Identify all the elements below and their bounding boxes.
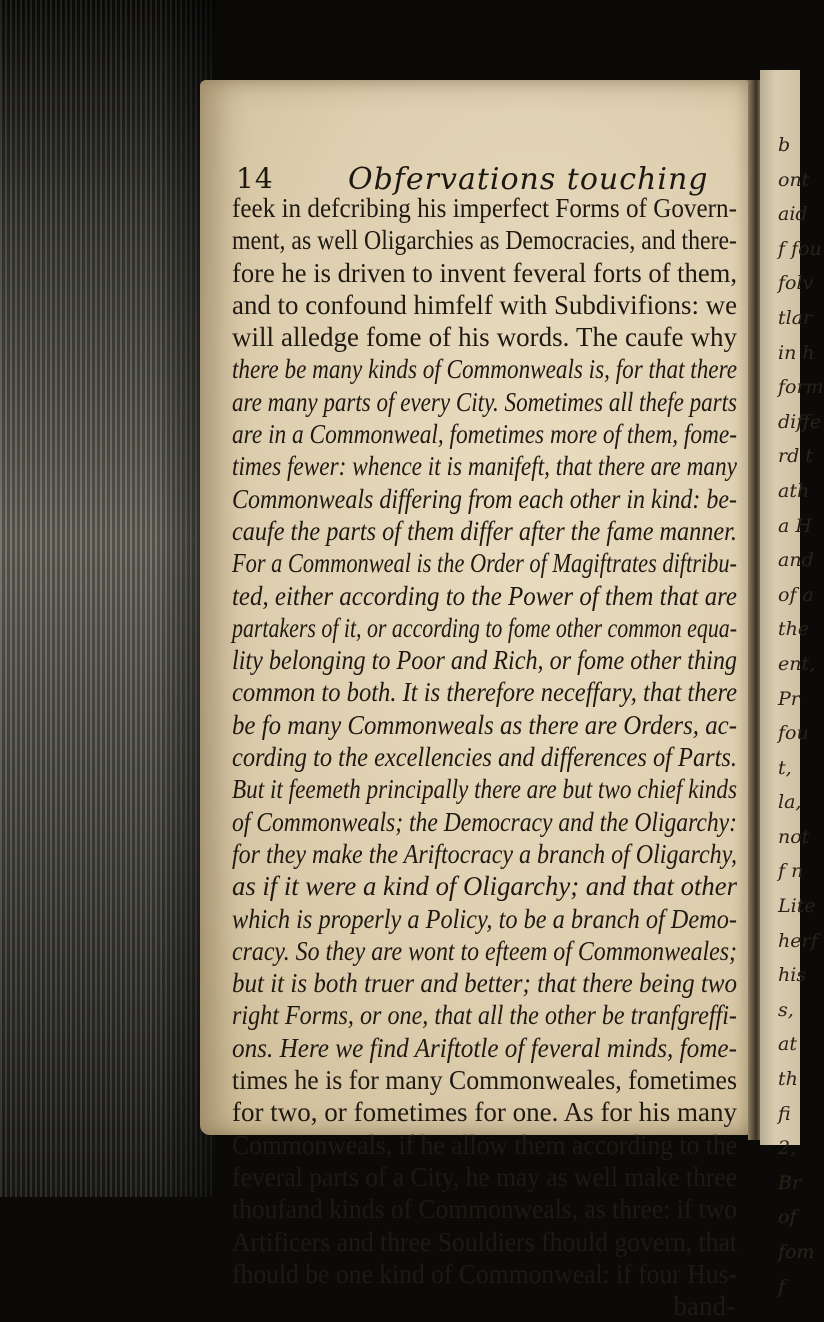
text-line: times he is for many Commonweales, fometimes	[232, 1065, 738, 1096]
next-page-fragment: rd t	[778, 445, 813, 468]
next-page-fragment: ath	[778, 479, 810, 502]
text-line: Artificers and three Souldiers fhould govern, that	[232, 1226, 737, 1257]
text-line: there be many kinds of Commonweals is, for that there	[232, 354, 738, 385]
text-line: Commonweals differing from each other in kind: be-	[232, 483, 738, 514]
text-line: cording to the excellencies and differences of Parts.	[232, 742, 738, 773]
next-page-fragment: and	[778, 549, 814, 572]
next-page-fragment: aid	[778, 203, 808, 226]
next-page-fragment: Br	[778, 1171, 802, 1194]
text-line: are in a Commonweal, fometimes more of them, fome-	[232, 419, 737, 450]
page-number: 14	[236, 162, 274, 195]
next-page-fragment: Lite	[778, 895, 816, 918]
text-line: Commonweals, if he allow them according to the	[232, 1129, 738, 1160]
text-line: ment, as well Oligarchies as Democracies, and there-	[232, 225, 737, 256]
text-line: will alledge fome of his words. The caufe why	[232, 322, 737, 353]
text-line: times fewer: whence it is manifeft, that there are many	[232, 451, 737, 482]
text-line: for they make the Ariftocracy a branch of Oligarchy,	[232, 838, 737, 869]
next-page-fragment: not	[778, 825, 810, 848]
next-page-text-fragments	[760, 70, 824, 1304]
next-page-fragment: tlar	[778, 306, 813, 329]
left-page-edges	[0, 0, 215, 1197]
next-page-fragment: b	[778, 134, 791, 156]
text-line: common to both. It is therefore neceffary, that there	[232, 677, 738, 708]
page-body-text	[232, 192, 737, 1322]
next-page-fragment: ont	[778, 168, 810, 191]
text-line: right Forms, or one, that all the other be tranfgreffi-	[232, 1000, 737, 1031]
text-line: ons. Here we find Ariftotle of feveral minds, fome-	[232, 1032, 737, 1063]
text-line: band-	[673, 1291, 735, 1322]
text-line: of Commonweals; the Democracy and the Oligarchy:	[232, 806, 738, 837]
text-line: caufe the parts of them differ after the fame manner.	[232, 515, 737, 546]
text-line: which is properly a Policy, to be a branch of Demo-	[232, 903, 737, 934]
next-page-fragment: herf	[778, 929, 818, 952]
next-page-fragment: s,	[778, 998, 794, 1021]
text-line: for two, or fometimes for one. As for his many	[232, 1097, 737, 1128]
next-page-fragment: folv	[778, 272, 814, 295]
next-page-fragment: f	[778, 1275, 786, 1298]
text-line: cracy. So they are wont to efteem of Commonweales;	[232, 935, 738, 966]
running-head: Obfervations touching	[348, 162, 709, 197]
text-line: fhould be one kind of Commonweal: if four Hus-	[232, 1258, 737, 1289]
next-page-fragment: th	[778, 1068, 798, 1091]
next-page-fragment: form	[778, 376, 824, 399]
next-page-fragment: t,	[778, 756, 792, 779]
text-line: but it is both truer and better; that there being two	[232, 968, 738, 999]
text-line: ted, either according to the Power of them that are	[232, 580, 738, 611]
text-line: be fo many Commonweals as there are Orders, ac-	[232, 709, 737, 740]
next-page-fragment: f fou	[778, 237, 822, 260]
text-line: and to confound himfelf with Subdivifions: we	[232, 289, 738, 320]
next-page-fragment: a H	[778, 514, 812, 537]
next-page-fragment: fi	[778, 1102, 791, 1125]
text-line: lity belonging to Poor and Rich, or fome other thing	[232, 645, 738, 676]
next-page-fragment: the	[778, 618, 810, 641]
next-page-fragment: his	[778, 964, 807, 987]
text-line: thoufand kinds of Commonweals, as three: if two	[232, 1194, 737, 1225]
next-page-fragment: in h	[778, 341, 815, 364]
next-page-fragment: of	[778, 1206, 797, 1229]
book-page	[200, 80, 750, 1322]
next-page-fragment: of a	[778, 583, 814, 606]
next-page-fragment: at	[778, 1033, 797, 1056]
text-line: partakers of it, or according to fome other common equa-	[232, 612, 738, 643]
next-page-fragment: ent,	[778, 652, 816, 675]
text-line: feveral parts of a City, he may as well make three	[232, 1161, 738, 1192]
next-page-fragment: la,	[778, 791, 802, 814]
text-line: But it feemeth principally there are but two chief kinds	[232, 774, 738, 805]
text-line: as if it were a kind of Oligarchy; and that other	[232, 871, 737, 902]
text-line: For a Commonweal is the Order of Magiftrates diftribu-	[232, 548, 737, 579]
next-page-fragment: fou	[778, 722, 809, 745]
next-page-fragment: 2,	[778, 1137, 797, 1160]
next-page-fragment: f n	[778, 860, 804, 883]
text-line: feek in defcribing his imperfect Forms of Govern-	[232, 193, 738, 223]
next-page-edge	[760, 70, 824, 1298]
next-page-fragment: fom	[778, 1241, 815, 1263]
next-page-fragment: Pr	[778, 687, 800, 710]
text-line: are many parts of every City. Sometimes all thefe parts	[232, 386, 738, 417]
text-line: fore he is driven to invent feveral forts of them,	[232, 257, 737, 288]
next-page-fragment: diffe	[778, 410, 821, 433]
